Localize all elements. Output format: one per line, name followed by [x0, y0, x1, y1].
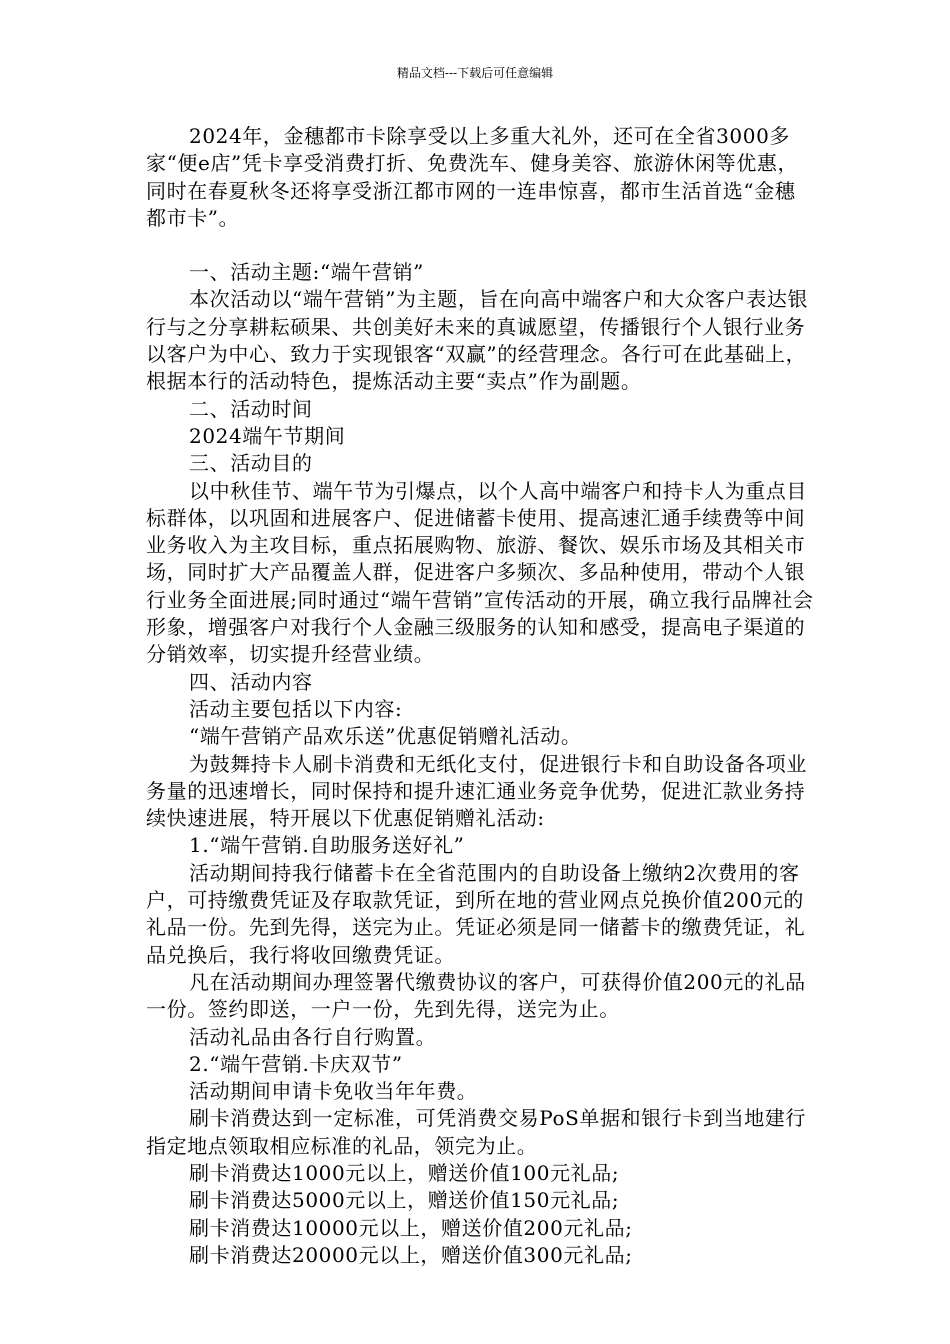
item-2-paragraph: 刷卡消费达到一定标准，可凭消费交易PoS单据和银行卡到当地建行指定地点领取相应标准的礼品，领完为止。 [146, 1106, 806, 1158]
reward-tier-3: 刷卡消费达10000元以上，赠送价值200元礼品; [189, 1215, 633, 1240]
section-heading-purpose: 三、活动目的 [189, 451, 313, 476]
section-heading-theme: 一、活动主题:“端午营销” [189, 260, 424, 285]
time-paragraph: 2024端午节期间 [189, 423, 346, 448]
reward-tier-1: 刷卡消费达1000元以上，赠送价值100元礼品; [189, 1160, 620, 1185]
item-1-heading: 1.“端午营销.自助服务送好礼” [189, 833, 465, 858]
item-2-fee-note: 活动期间申请卡免收当年年费。 [189, 1079, 478, 1104]
item-1-paragraph: 活动期间持我行储蓄卡在全省范围内的自助设备上缴纳2次费用的客户，可持缴费凭证及存取款凭证，到所在地的营业网点兑换价值200元的礼品一份。先到先得，送完为止。凭证必须是同一储蓄卡的缴费凭证，礼品兑换后，我行将收回缴费凭证。 [146, 860, 806, 967]
promotion-title: “端午营销产品欢乐送”优惠促销赠礼活动。 [189, 724, 582, 749]
item-1-gift-note: 活动礼品由各行自行购置。 [189, 1024, 437, 1049]
document-body [146, 123, 816, 1269]
reward-tier-4: 刷卡消费达20000元以上，赠送价值300元礼品; [189, 1242, 633, 1267]
section-heading-time: 二、活动时间 [189, 396, 313, 421]
purpose-paragraph: 以中秋佳节、端午节为引爆点，以个人高中端客户和持卡人为重点目标群体，以巩固和进展客户、促进储蓄卡使用、提高速汇通手续费等中间业务收入为主攻目标，重点拓展购物、旅游、餐饮、娱乐市场及其相关市场，同时扩大产品覆盖人群，促进客户多频次、多品种使用，带动个人银行业务全面进展;同时通过“端午营销”宣传活动的开展，确立我行品牌社会形象，增强客户对我行个人金融三级服务的认知和感受，提高电子渠道的分销效率，切实提升经营业绩。 [146, 478, 814, 667]
reward-tier-2: 刷卡消费达5000元以上，赠送价值150元礼品; [189, 1188, 620, 1213]
intro-paragraph: 2024年，金穗都市卡除享受以上多重大礼外，还可在全省3000多家“便e店”凭卡享受消费打折、免费洗车、健身美容、旅游休闲等优惠，同时在春夏秋冬还将享受浙江都市网的一连串惊喜，都市生活首选“金穗都市卡”。 [146, 124, 799, 230]
promotion-paragraph: 为鼓舞持卡人刷卡消费和无纸化支付，促进银行卡和自助设备各项业务量的迅速增长，同时保持和提升速汇通业务竞争优势，促进汇款业务持续快速进展，特开展以下优惠促销赠礼活动: [146, 751, 807, 831]
section-heading-content: 四、活动内容 [189, 669, 313, 694]
item-1-signing-paragraph: 凡在活动期间办理签署代缴费协议的客户，可获得价值200元的礼品一份。签约即送，一户一份，先到先得，送完为止。 [146, 969, 806, 1022]
theme-paragraph: 本次活动以“端午营销”为主题，旨在向高中端客户和大众客户表达银行与之分享耕耘硕果、共创美好未来的真诚愿望，传播银行个人银行业务以客户为中心、致力于实现银客“双赢”的经营理念。各行可在此基础上，根据本行的活动特色，提炼活动主要“卖点”作为副题。 [146, 287, 809, 394]
item-2-heading: 2.“端午营销.卡庆双节” [189, 1051, 403, 1076]
page-header-note: 精品文档---下载后可任意编辑 [396, 66, 554, 80]
blank-line [146, 232, 816, 259]
content-intro: 活动主要包括以下内容: [189, 696, 403, 721]
